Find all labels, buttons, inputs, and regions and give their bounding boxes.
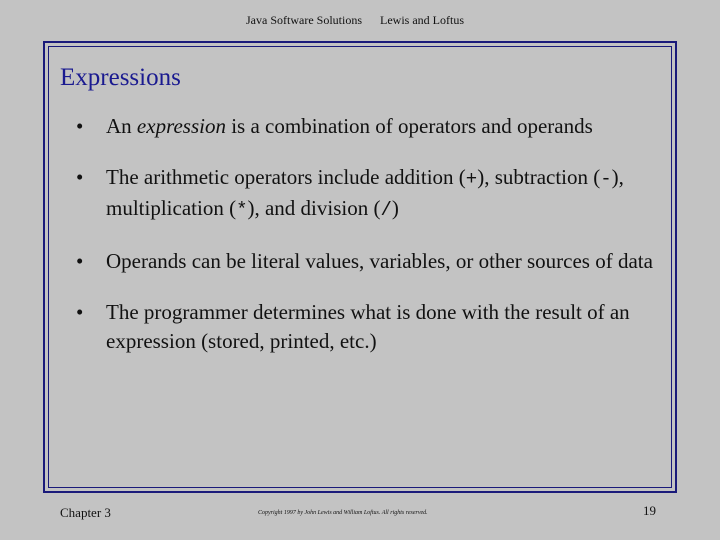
bullet-text: ) <box>391 196 399 220</box>
bullet-text: ), subtraction ( <box>477 165 601 189</box>
operator-addition: + <box>465 168 478 190</box>
bullet-text: is a combination of operators and operands <box>225 114 593 138</box>
operator-multiplication: * <box>236 199 248 221</box>
header-authors: Lewis and Loftus <box>380 13 464 27</box>
slide-title: Expressions <box>60 64 181 91</box>
bullet-item-result-usage <box>76 298 676 356</box>
bullet-item-arithmetic-operators <box>76 163 676 225</box>
bullet-text: ), and division ( <box>247 196 381 220</box>
footer-chapter: Chapter 3 <box>60 505 111 520</box>
operator-subtraction: - <box>600 168 612 190</box>
bullet-dot: • <box>76 249 84 273</box>
page-number: 19 <box>643 503 656 518</box>
bullet-text: The programmer determines what is done with the result of an expression (stored, printed, etc.) <box>106 300 630 353</box>
bullet-text: ), multiplication ( <box>106 165 624 220</box>
bullet-text: An <box>106 114 137 138</box>
emphasis-expression: expression <box>136 114 226 138</box>
bullet-item-expression-definition <box>76 112 676 141</box>
bullet-item-operands <box>76 247 676 276</box>
bullet-dot: • <box>76 165 84 189</box>
bullet-list <box>76 112 676 378</box>
bullet-dot: • <box>76 114 84 138</box>
bullet-text: Operands can be literal values, variables, or other sources of data <box>106 249 653 273</box>
bullet-text: The arithmetic operators include addition ( <box>106 165 466 189</box>
bullet-dot: • <box>76 300 84 324</box>
operator-division: / <box>380 199 392 221</box>
footer-copyright: Copyright 1997 by John Lewis and William Loftus. All rights reserved. <box>258 510 428 516</box>
header-book-title: Java Software Solutions <box>246 13 362 27</box>
